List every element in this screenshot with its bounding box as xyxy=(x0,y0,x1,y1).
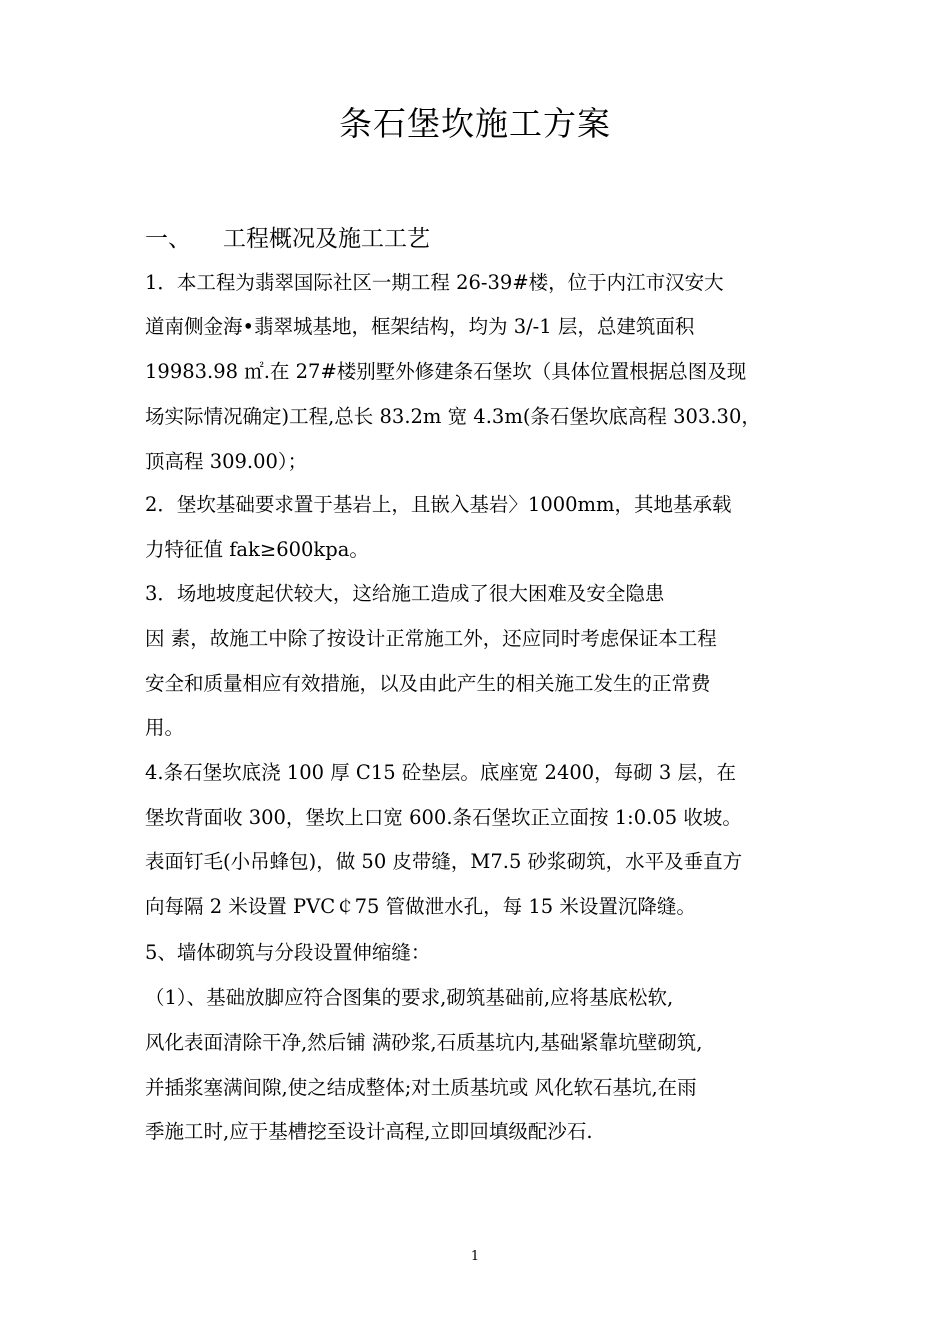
paragraph-line: 因 素，故施工中除了按设计正常施工外，还应同时考虑保证本工程 xyxy=(145,627,717,650)
paragraph-line: 2．堡坎基础要求置于基岩上，且嵌入基岩〉1000mm，其地基承载 xyxy=(145,493,732,516)
paragraph-line: 堡坎背面收 300，堡坎上口宽 600.条石堡坎正立面按 1:0.05 收坡。 xyxy=(145,806,742,829)
paragraph-line: 5、墙体砌筑与分段设置伸缩缝： xyxy=(145,941,431,964)
paragraph-line: 力特征值 fak≥600kpa。 xyxy=(145,538,369,561)
paragraph-line: 19983.98 ㎡.在 27#楼别墅外修建条石堡坎（具体位置根据总图及现 xyxy=(145,360,747,383)
paragraph-line: 用。 xyxy=(145,716,185,739)
document-title: 条石堡坎施工方案 xyxy=(339,104,611,143)
section-heading xyxy=(145,220,430,253)
paragraph-line: 场实际情况确定)工程,总长 83.2m 宽 4.3m(条石堡坎底高程 303.30， xyxy=(145,405,761,428)
paragraph-line: 1．本工程为翡翠国际社区一期工程 26-39#楼，位于内江市汉安大 xyxy=(145,271,724,294)
paragraph-line: 季施工时,应于基槽挖至设计高程,立即回填级配沙石. xyxy=(145,1120,593,1143)
section-number: 一、 xyxy=(145,226,191,252)
paragraph-line: 并插浆塞满间隙,使之结成整体;对土质基坑或 风化软石基坑,在雨 xyxy=(145,1076,697,1099)
paragraph-line: （1）、基础放脚应符合图集的要求,砌筑基础前,应将基底松软, xyxy=(145,986,674,1009)
paragraph-line: 4.条石堡坎底浇 100 厚 C15 砼垫层。底座宽 2400，每砌 3 层，在 xyxy=(145,761,736,784)
paragraph-line: 向每隔 2 米设置 PVC￠75 管做泄水孔，每 15 米设置沉降缝。 xyxy=(145,895,696,918)
paragraph-line: 风化表面清除干净,然后铺 满砂浆,石质基坑内,基础紧靠坑壁砌筑, xyxy=(145,1031,703,1054)
paragraph-line: 表面钉毛(小吊蜂包)，做 50 皮带缝，M7.5 砂浆砌筑，水平及垂直方 xyxy=(145,850,743,873)
page-number: 1 xyxy=(470,1249,480,1264)
paragraph-line: 顶高程 309.00）； xyxy=(145,450,308,473)
paragraph-line: 3．场地坡度起伏较大，这给施工造成了很大困难及安全隐患 xyxy=(145,582,665,605)
paragraph-line: 道南侧金海•翡翠城基地，框架结构，均为 3/-1 层，总建筑面积 xyxy=(145,315,695,338)
section-title: 工程概况及施工工艺 xyxy=(223,226,430,252)
paragraph-line: 安全和质量相应有效措施，以及由此产生的相关施工发生的正常费 xyxy=(145,672,711,695)
